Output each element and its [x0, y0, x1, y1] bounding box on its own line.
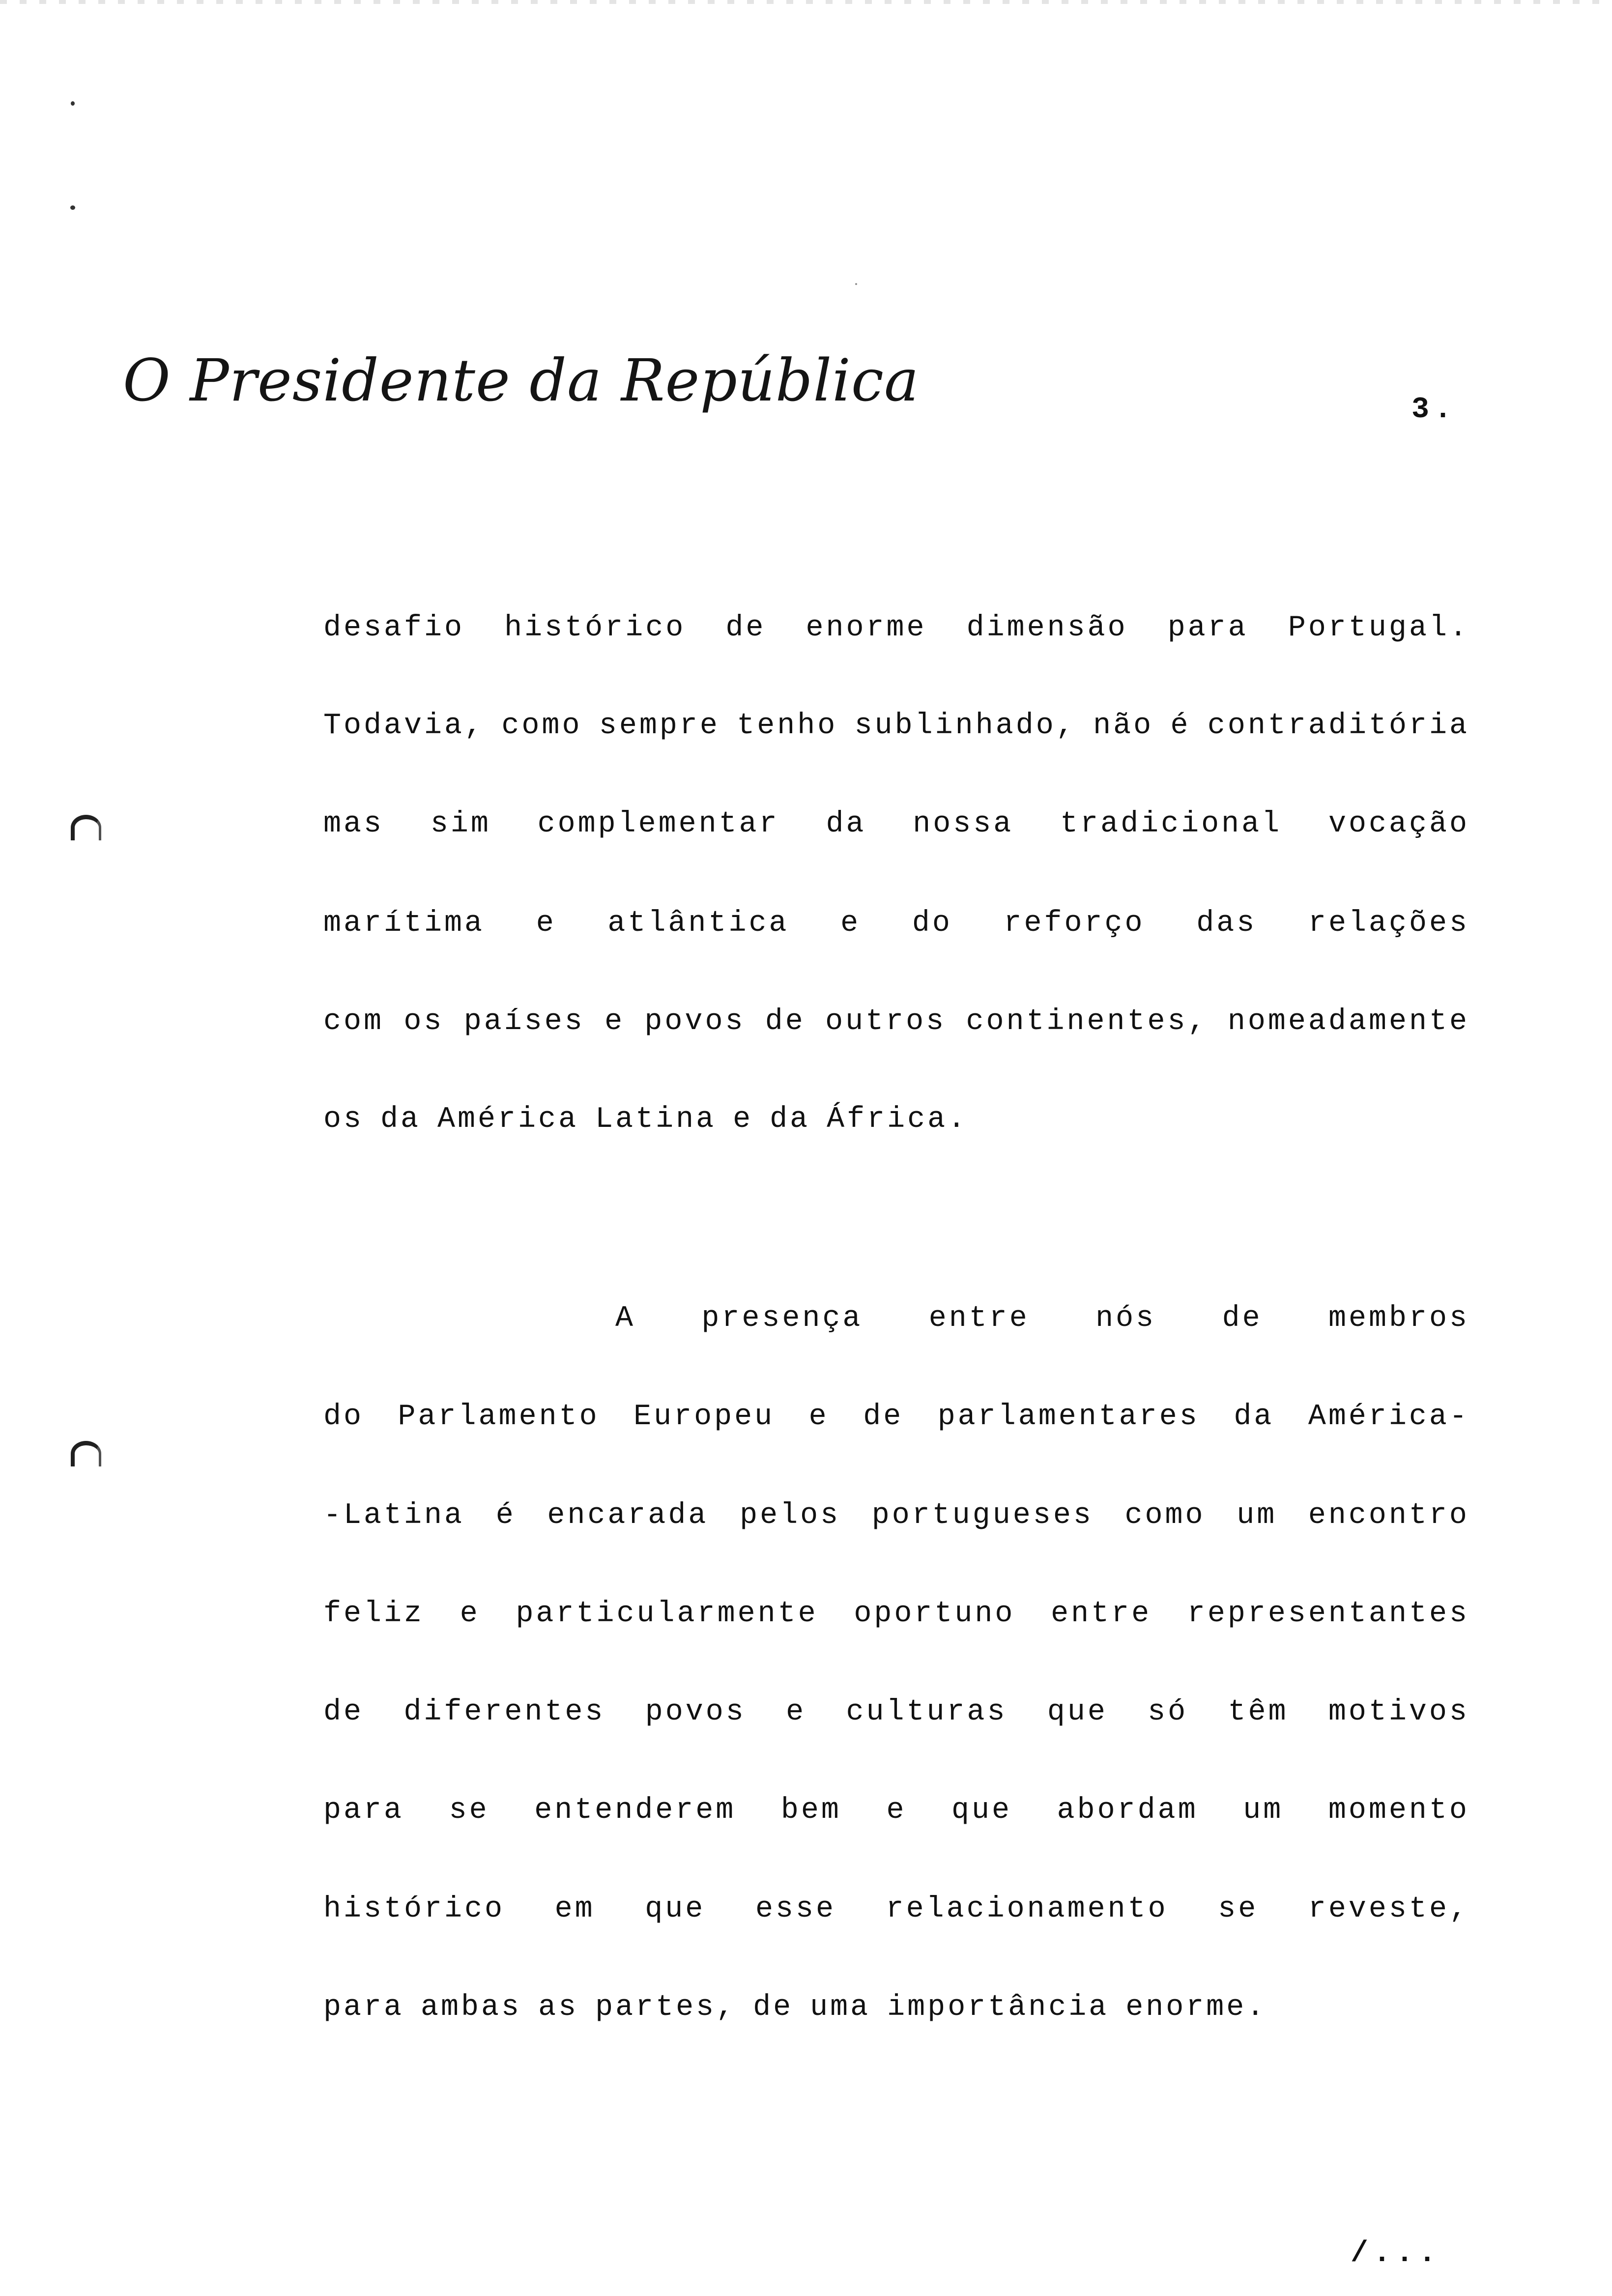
- paragraph-2-line-5: [323, 1693, 1469, 1732]
- letterhead-title: O Presidente da República: [123, 346, 920, 414]
- word: feliz: [323, 1597, 425, 1631]
- word: Todavia,: [323, 709, 485, 743]
- word: histórico: [323, 1893, 505, 1926]
- word: África.: [827, 1103, 968, 1136]
- word: importância: [887, 1991, 1109, 2024]
- word: é: [1170, 709, 1191, 743]
- word: e: [786, 1695, 806, 1729]
- paragraph-2-line-3: [323, 1496, 1469, 1535]
- word: sempre: [599, 709, 720, 743]
- word: dimensão: [966, 611, 1128, 645]
- scan-edge-artifact: [0, 0, 1612, 4]
- word: membros: [1328, 1302, 1469, 1335]
- word: que: [951, 1794, 1012, 1827]
- word: para: [1167, 611, 1248, 645]
- word: entenderem: [534, 1794, 736, 1827]
- paragraph-1-line-6: [323, 1100, 1469, 1139]
- word: momento: [1328, 1794, 1469, 1827]
- word: entre: [928, 1302, 1030, 1335]
- word: de: [1222, 1302, 1263, 1335]
- word: e: [733, 1103, 753, 1136]
- word: enorme.: [1125, 1991, 1267, 2024]
- paragraph-1-line-5: [323, 1002, 1469, 1041]
- scan-speck: [855, 283, 857, 285]
- word: enorme: [806, 611, 927, 645]
- word: nomeadamente: [1227, 1005, 1469, 1038]
- word: oportuno: [854, 1597, 1015, 1631]
- word: das: [1196, 907, 1257, 940]
- word: atlântica: [607, 907, 789, 940]
- word: de: [753, 1991, 794, 2024]
- word: nós: [1095, 1302, 1156, 1335]
- word: do: [912, 907, 952, 940]
- word: entre: [1051, 1597, 1152, 1631]
- word: América-: [1308, 1400, 1469, 1434]
- word: se: [449, 1794, 489, 1827]
- word: da: [826, 807, 866, 841]
- word: reveste,: [1308, 1893, 1469, 1926]
- word: como: [501, 709, 582, 743]
- word: particularmente: [516, 1597, 818, 1631]
- word: e: [536, 907, 556, 940]
- word: para: [323, 1794, 404, 1827]
- word: outros: [825, 1005, 947, 1038]
- word: reforço: [1004, 907, 1145, 940]
- paragraph-1-line-3: [323, 804, 1469, 844]
- word: só: [1148, 1695, 1188, 1729]
- paragraph-2-line-8: [323, 1988, 1469, 2027]
- continuation-mark: /...: [1351, 2237, 1441, 2270]
- word: relações: [1308, 907, 1469, 940]
- word: e: [808, 1400, 829, 1434]
- word: as: [538, 1991, 579, 2024]
- word: relacionamento: [886, 1893, 1168, 1926]
- paragraph-2-line-7: [323, 1890, 1469, 1929]
- word: que: [645, 1893, 706, 1926]
- word: -Latina: [323, 1499, 465, 1532]
- word: um: [1237, 1499, 1277, 1532]
- word: que: [1047, 1695, 1108, 1729]
- word: desafio: [323, 611, 465, 645]
- paragraph-2-line-4: [323, 1594, 1469, 1634]
- word: encontro: [1308, 1499, 1469, 1532]
- paragraph-2-line-1: [615, 1299, 1469, 1338]
- punch-hole-mark-upper: [71, 815, 101, 840]
- word: de: [863, 1400, 904, 1434]
- word: países: [463, 1005, 585, 1038]
- word: bem: [780, 1794, 841, 1827]
- word: para: [323, 1991, 404, 2024]
- word: representantes: [1187, 1597, 1469, 1631]
- word: povos: [645, 1695, 746, 1729]
- word: como: [1124, 1499, 1206, 1532]
- word: América: [437, 1103, 579, 1136]
- word: um: [1243, 1794, 1284, 1827]
- word: e: [840, 907, 861, 940]
- word: nossa: [913, 807, 1014, 841]
- word: de: [725, 611, 766, 645]
- word: motivos: [1328, 1695, 1469, 1729]
- word: não: [1093, 709, 1154, 743]
- paragraph-2-line-6: [323, 1791, 1469, 1830]
- word: uma: [810, 1991, 871, 2024]
- word: esse: [755, 1893, 836, 1926]
- word: culturas: [846, 1695, 1008, 1729]
- word: sublinhado,: [854, 709, 1076, 743]
- word: os: [323, 1103, 364, 1136]
- word: sim: [430, 807, 491, 841]
- word: com: [323, 1005, 384, 1038]
- word: Latina: [595, 1103, 717, 1136]
- word: é: [495, 1499, 516, 1532]
- word: pelos: [740, 1499, 841, 1532]
- punch-hole-mark-lower: [71, 1441, 101, 1466]
- word: histórico: [504, 611, 686, 645]
- paragraph-1-line-1: [323, 608, 1469, 648]
- word: tradicional: [1060, 807, 1282, 841]
- word: continentes,: [966, 1005, 1208, 1038]
- word: da: [380, 1103, 421, 1136]
- word: e: [886, 1794, 907, 1827]
- word: encarada: [547, 1499, 709, 1532]
- word: contraditória: [1207, 709, 1469, 743]
- word: de: [323, 1695, 364, 1729]
- word: partes,: [595, 1991, 737, 2024]
- word: marítima: [323, 907, 485, 940]
- scan-speck: [71, 101, 75, 106]
- scan-speck: [70, 205, 75, 210]
- word: do: [323, 1400, 364, 1434]
- word: presença: [701, 1302, 863, 1335]
- word: Europeu: [633, 1400, 775, 1434]
- word: complementar: [537, 807, 779, 841]
- word: portugueses: [871, 1499, 1094, 1532]
- word: parlamentares: [937, 1400, 1200, 1434]
- word: diferentes: [403, 1695, 605, 1729]
- word: Parlamento: [398, 1400, 600, 1434]
- word: tenho: [737, 709, 838, 743]
- word: e: [460, 1597, 480, 1631]
- word: Portugal.: [1288, 611, 1469, 645]
- word: os: [403, 1005, 444, 1038]
- word: da: [1234, 1400, 1274, 1434]
- word: povos: [644, 1005, 746, 1038]
- word: de: [765, 1005, 806, 1038]
- paragraph-1-line-2: [323, 706, 1469, 746]
- page-number: 3.: [1411, 393, 1457, 427]
- word: têm: [1228, 1695, 1289, 1729]
- paragraph-2-line-2: [323, 1397, 1469, 1436]
- word: e: [604, 1005, 625, 1038]
- paragraph-1-line-4: [323, 904, 1469, 943]
- word: abordam: [1057, 1794, 1198, 1827]
- word: A: [615, 1302, 636, 1335]
- word: se: [1218, 1893, 1259, 1926]
- word: mas: [323, 807, 384, 841]
- word: em: [554, 1893, 595, 1926]
- word: ambas: [421, 1991, 522, 2024]
- word: vocação: [1328, 807, 1469, 841]
- word: da: [770, 1103, 810, 1136]
